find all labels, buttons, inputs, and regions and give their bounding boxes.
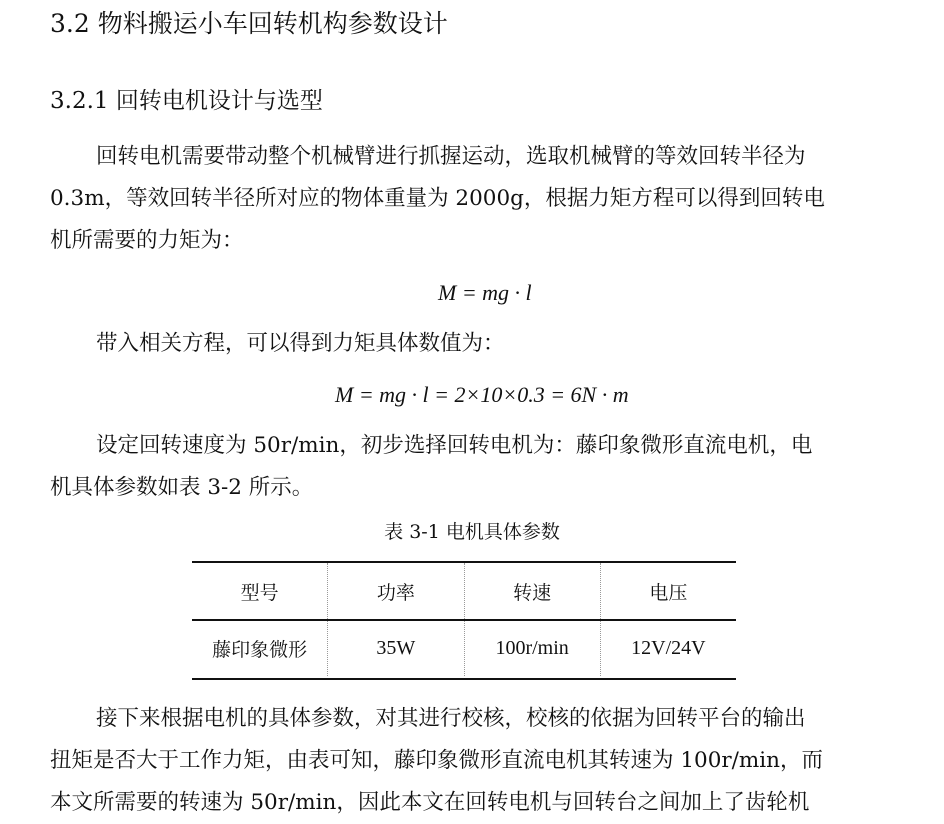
equation-moment-value: M = mg · l = 2×10×0.3 = 6N · m bbox=[335, 382, 629, 407]
table-cell-speed: 100r/min bbox=[465, 621, 601, 676]
paragraph-line: 回转电机需要带动整个机械臂进行抓握运动，选取机械臂的等效回转半径为 bbox=[96, 144, 806, 169]
equation-moment: M = mg · l bbox=[438, 280, 532, 305]
section-title: 3.2 物料搬运小车回转机构参数设计 bbox=[50, 9, 448, 38]
table-header-row bbox=[192, 563, 736, 621]
paragraph-line: 机具体参数如表 3-2 所示。 bbox=[50, 475, 314, 500]
paragraph-line: 设定回转速度为 50r/min，初步选择回转电机为：藤印象微形直流电机，电 bbox=[96, 433, 813, 458]
paragraph-line: 0.3m，等效回转半径所对应的物体重量为 2000g，根据力矩方程可以得到回转电 bbox=[50, 186, 825, 211]
paragraph-line: 扭矩是否大于工作力矩，由表可知，藤印象微形直流电机其转速为 100r/min，而 bbox=[50, 748, 824, 773]
table-header-cell: 电压 bbox=[649, 581, 688, 604]
subsection-title: 3.2.1 回转电机设计与选型 bbox=[50, 88, 323, 114]
paragraph-line-cut: 本文所需要的转速为 50r/min，因此本文在回转电机与回转台之间加上了齿轮机 bbox=[50, 790, 810, 815]
table-cell-power: 35W bbox=[328, 621, 464, 676]
paragraph-line: 接下来根据电机的具体参数，对其进行校核，校核的依据为回转平台的输出 bbox=[96, 706, 806, 731]
paragraph-2: 带入相关方程，可以得到力矩具体数值为： bbox=[96, 331, 505, 356]
table-cell-voltage: 12V/24V bbox=[631, 637, 706, 659]
table-cell-model: 藤印象微形 bbox=[192, 621, 328, 676]
table-caption: 表 3-1 电机具体参数 bbox=[384, 521, 560, 543]
table-header-cell: 型号 bbox=[192, 563, 328, 619]
table-header-cell: 转速 bbox=[465, 563, 601, 619]
table-header-cell: 功率 bbox=[328, 563, 464, 619]
paragraph-line: 机所需要的力矩为： bbox=[50, 228, 244, 253]
motor-parameter-table bbox=[192, 561, 736, 680]
table-row bbox=[192, 621, 736, 676]
